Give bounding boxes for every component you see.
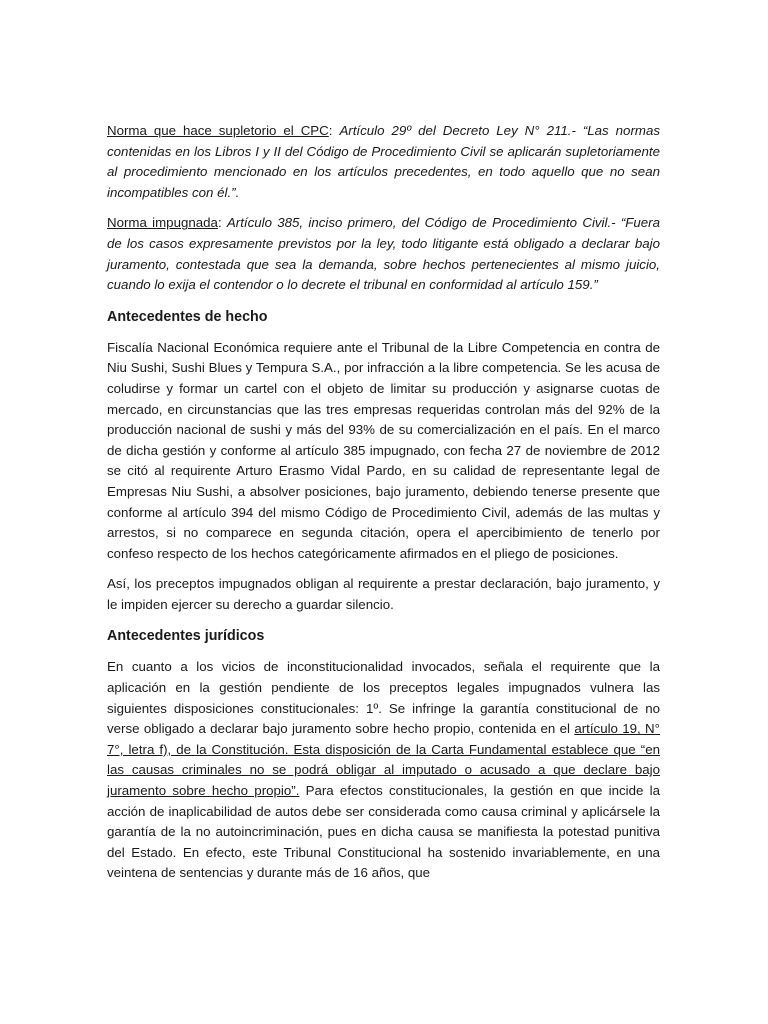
paragraph-norma-impugnada	[107, 213, 660, 295]
heading-antecedentes-hecho: Antecedentes de hecho	[107, 308, 268, 325]
heading-antecedentes-juridicos: Antecedentes jurídicos	[107, 628, 265, 645]
paragraph-norma-supletoria	[107, 121, 660, 203]
label-separator: :	[217, 215, 227, 231]
juridicos-text-before: En cuanto a los vicios de inconstitucionalidad invocados, señala el requirente que la aplicación en la gestión pendiente de los preceptos legales impugnados vulnera las siguientes disposiciones constitucionales: 1º. Se infringe la garantía constitucional de no verse obligado a declarar bajo juramento sobre hecho propio, contenida en el	[107, 659, 660, 737]
norma-impugnada-citation: Artículo 385, inciso primero, del Código de Procedimiento Civil.- “Fuera de los casos expresamente previstos por la ley, todo litigante está obligado a declarar bajo juramento, contestada que sea la demanda, sobre hechos pertenecientes al mismo juicio, cuando lo exija el contendor o lo decrete el tribunal en conformidad al artículo 159.”	[107, 215, 660, 293]
juridicos-text-after: Para efectos constitucionales, la gestión en que incide la acción de inaplicabilidad de autos debe ser considerada como causa criminal y aplicársele la garantía de la no autoincriminación, pues en dicha causa se manifiesta la potestad punitiva del Estado. En efecto, este Tribunal Constitucional ha sostenido invariablemente, en una veintena de sentencias y durante más de 16 años, que	[107, 783, 660, 881]
document-page	[107, 121, 660, 894]
paragraph-juridicos	[107, 657, 660, 884]
norma-supletoria-label: Norma que hace supletorio el CPC	[107, 123, 329, 138]
paragraph-conclusion-hechos: Así, los preceptos impugnados obligan al requirente a prestar declaración, bajo juramento, y le impiden ejercer su derecho a guardar silencio.	[107, 576, 660, 612]
label-separator: :	[328, 123, 340, 138]
paragraph-hechos: Fiscalía Nacional Económica requiere ante el Tribunal de la Libre Competencia en contra de Niu Sushi, Sushi Blues y Tempura S.A., por infracción a la libre competencia. Se les acusa de coludirse y formar un cartel con el objeto de limitar su producción y asignarse cuotas de mercado, en circunstancias que las tres empresas requeridas controlan más del 92% de la producción nacional de sushi y más del 93% de su comercialización en el país. En el marco de dicha gestión y conforme al artículo 385 impugnado, con fecha 27 de noviembre de 2012 se citó al requirente Arturo Erasmo Vidal Pardo, en su calidad de representante legal de Empresas Niu Sushi, a absolver posiciones, bajo juramento, debiendo tenerse presente que conforme al artículo 394 del mismo Código de Procedimiento Civil, además de las multas y arrestos, si no comparece en segunda citación, opera el apercibimiento de tenerlo por confeso respecto de los hechos categóricamente afirmados en el pliego de posiciones.	[107, 339, 660, 561]
juridicos-underlined-citation: artículo 19, N° 7°, letra f), de la Constitución. Esta disposición de la Carta Fundamental establece que “en las causas criminales no se podrá obligar al imputado o acusado a que declare bajo juramento sobre hecho propio”.	[107, 721, 660, 799]
norma-supletoria-citation: Artículo 29º del Decreto Ley N° 211.- “Las normas contenidas en los Libros I y II del Código de Procedimiento Civil se aplicarán supletoriamente al procedimiento mencionado en los artículos precedentes, en todo aquello que no sean incompatibles con él.”.	[107, 123, 661, 200]
norma-impugnada-label: Norma impugnada	[107, 215, 218, 231]
